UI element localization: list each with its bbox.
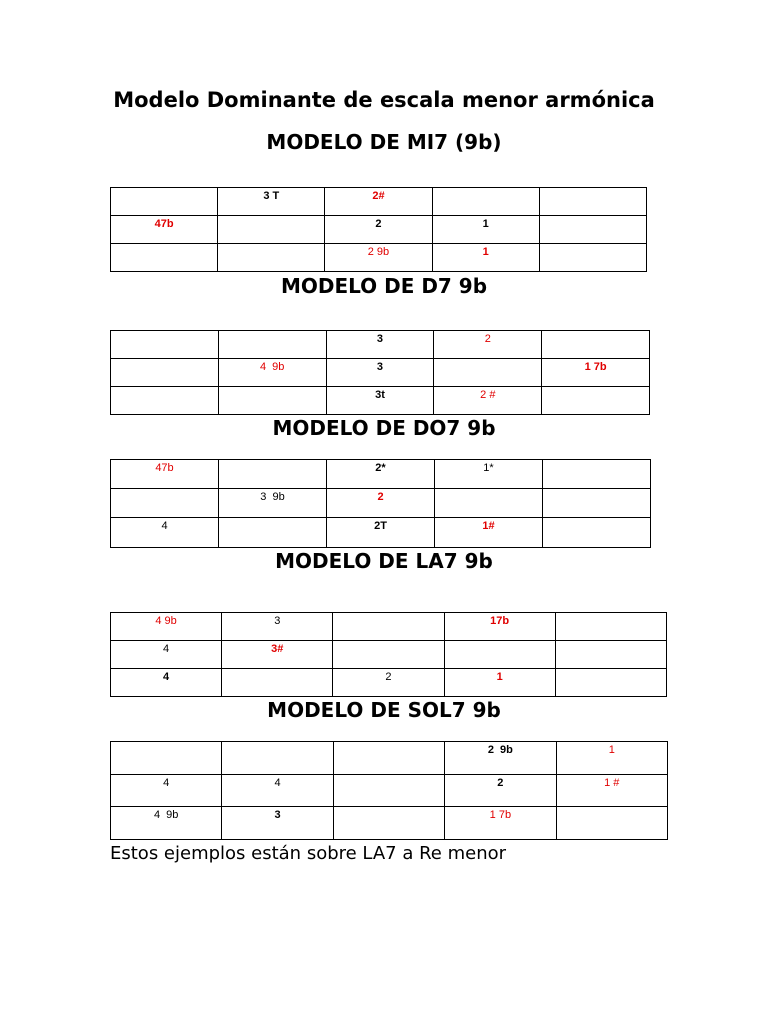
table-cell: 1: [432, 244, 539, 272]
table-row: [111, 518, 651, 548]
table-cell: [333, 641, 444, 669]
table-cell: 2T: [327, 518, 435, 548]
table-sol7: [110, 741, 668, 840]
table-row: [111, 807, 668, 840]
table-cell: [435, 489, 543, 518]
table-row: [111, 216, 647, 244]
table-cell: [222, 669, 333, 697]
footnote-text: Estos ejemplos están sobre LA7 a Re menor: [110, 843, 507, 864]
table-cell: [218, 216, 325, 244]
table-cell: 3: [326, 331, 434, 359]
table-cell: [218, 387, 326, 415]
section-heading-mi7: MODELO DE MI7 (9b): [266, 130, 502, 154]
table-row: [111, 244, 647, 272]
table-cell: [111, 359, 219, 387]
table-cell: 4: [111, 669, 222, 697]
table-cell: [333, 742, 444, 775]
table-cell: 2: [434, 331, 542, 359]
table-row: [111, 613, 667, 641]
table-cell: 1: [444, 669, 555, 697]
table-cell: 3t: [326, 387, 434, 415]
table-cell: 2: [327, 489, 435, 518]
table-cell: [543, 460, 651, 489]
table-row: [111, 359, 650, 387]
table-cell: [555, 613, 666, 641]
table-do7: [110, 459, 651, 548]
section-heading-la7: MODELO DE LA7 9b: [275, 549, 493, 573]
table-cell: 4 9b: [218, 359, 326, 387]
table-cell: [539, 244, 646, 272]
table-cell: 2: [325, 216, 432, 244]
table-row: [111, 775, 668, 807]
table-cell: [539, 188, 646, 216]
table-cell: 1: [432, 216, 539, 244]
table-cell: [432, 188, 539, 216]
table-cell: [434, 359, 542, 387]
table-cell: 47b: [111, 460, 219, 489]
table-cell: 1: [556, 742, 667, 775]
table-mi7: [110, 187, 647, 272]
table-cell: [111, 188, 218, 216]
table-row: [111, 669, 667, 697]
table-cell: [555, 641, 666, 669]
page-title: Modelo Dominante de escala menor armónica: [113, 88, 655, 112]
table-cell: 1 #: [556, 775, 667, 807]
table-cell: [542, 331, 650, 359]
table-cell: 47b: [111, 216, 218, 244]
table-cell: 17b: [444, 613, 555, 641]
table-la7: [110, 612, 667, 697]
table-cell: [543, 518, 651, 548]
table-cell: [218, 244, 325, 272]
table-cell: [222, 742, 333, 775]
table-cell: [111, 331, 219, 359]
table-cell: 3#: [222, 641, 333, 669]
table-cell: [111, 489, 219, 518]
table-d7: [110, 330, 650, 415]
table-row: [111, 489, 651, 518]
table-cell: 3: [326, 359, 434, 387]
table-cell: 2: [445, 775, 556, 807]
table-cell: 4: [111, 641, 222, 669]
table-row: [111, 331, 650, 359]
table-row: [111, 188, 647, 216]
table-cell: 3: [222, 613, 333, 641]
table-cell: 2 #: [434, 387, 542, 415]
table-cell: 2 9b: [325, 244, 432, 272]
table-cell: [333, 775, 444, 807]
table-cell: [218, 331, 326, 359]
table-row: [111, 387, 650, 415]
table-cell: 2: [333, 669, 444, 697]
table-cell: 4: [222, 775, 333, 807]
table-cell: 1 7b: [542, 359, 650, 387]
section-heading-d7: MODELO DE D7 9b: [280, 274, 488, 298]
table-cell: [333, 613, 444, 641]
table-cell: 4 9b: [111, 807, 222, 840]
table-cell: [555, 669, 666, 697]
table-cell: 2 9b: [445, 742, 556, 775]
table-cell: [333, 807, 444, 840]
table-cell: 2*: [327, 460, 435, 489]
table-row: [111, 641, 667, 669]
table-cell: 4: [111, 775, 222, 807]
table-cell: 2#: [325, 188, 432, 216]
table-row: [111, 742, 668, 775]
table-cell: 3 9b: [219, 489, 327, 518]
table-cell: 3: [222, 807, 333, 840]
section-heading-do7: MODELO DE DO7 9b: [272, 416, 496, 440]
table-cell: [444, 641, 555, 669]
table-cell: [543, 489, 651, 518]
table-cell: [219, 518, 327, 548]
table-cell: [111, 387, 219, 415]
table-cell: [556, 807, 667, 840]
table-cell: [542, 387, 650, 415]
table-cell: [111, 742, 222, 775]
table-cell: 4: [111, 518, 219, 548]
table-cell: 3 T: [218, 188, 325, 216]
table-cell: 1 7b: [445, 807, 556, 840]
table-cell: [219, 460, 327, 489]
table-cell: 4 9b: [111, 613, 222, 641]
table-cell: 1#: [435, 518, 543, 548]
table-cell: [539, 216, 646, 244]
table-cell: [111, 244, 218, 272]
table-row: [111, 460, 651, 489]
table-cell: 1*: [435, 460, 543, 489]
section-heading-sol7: MODELO DE SOL7 9b: [267, 698, 501, 722]
